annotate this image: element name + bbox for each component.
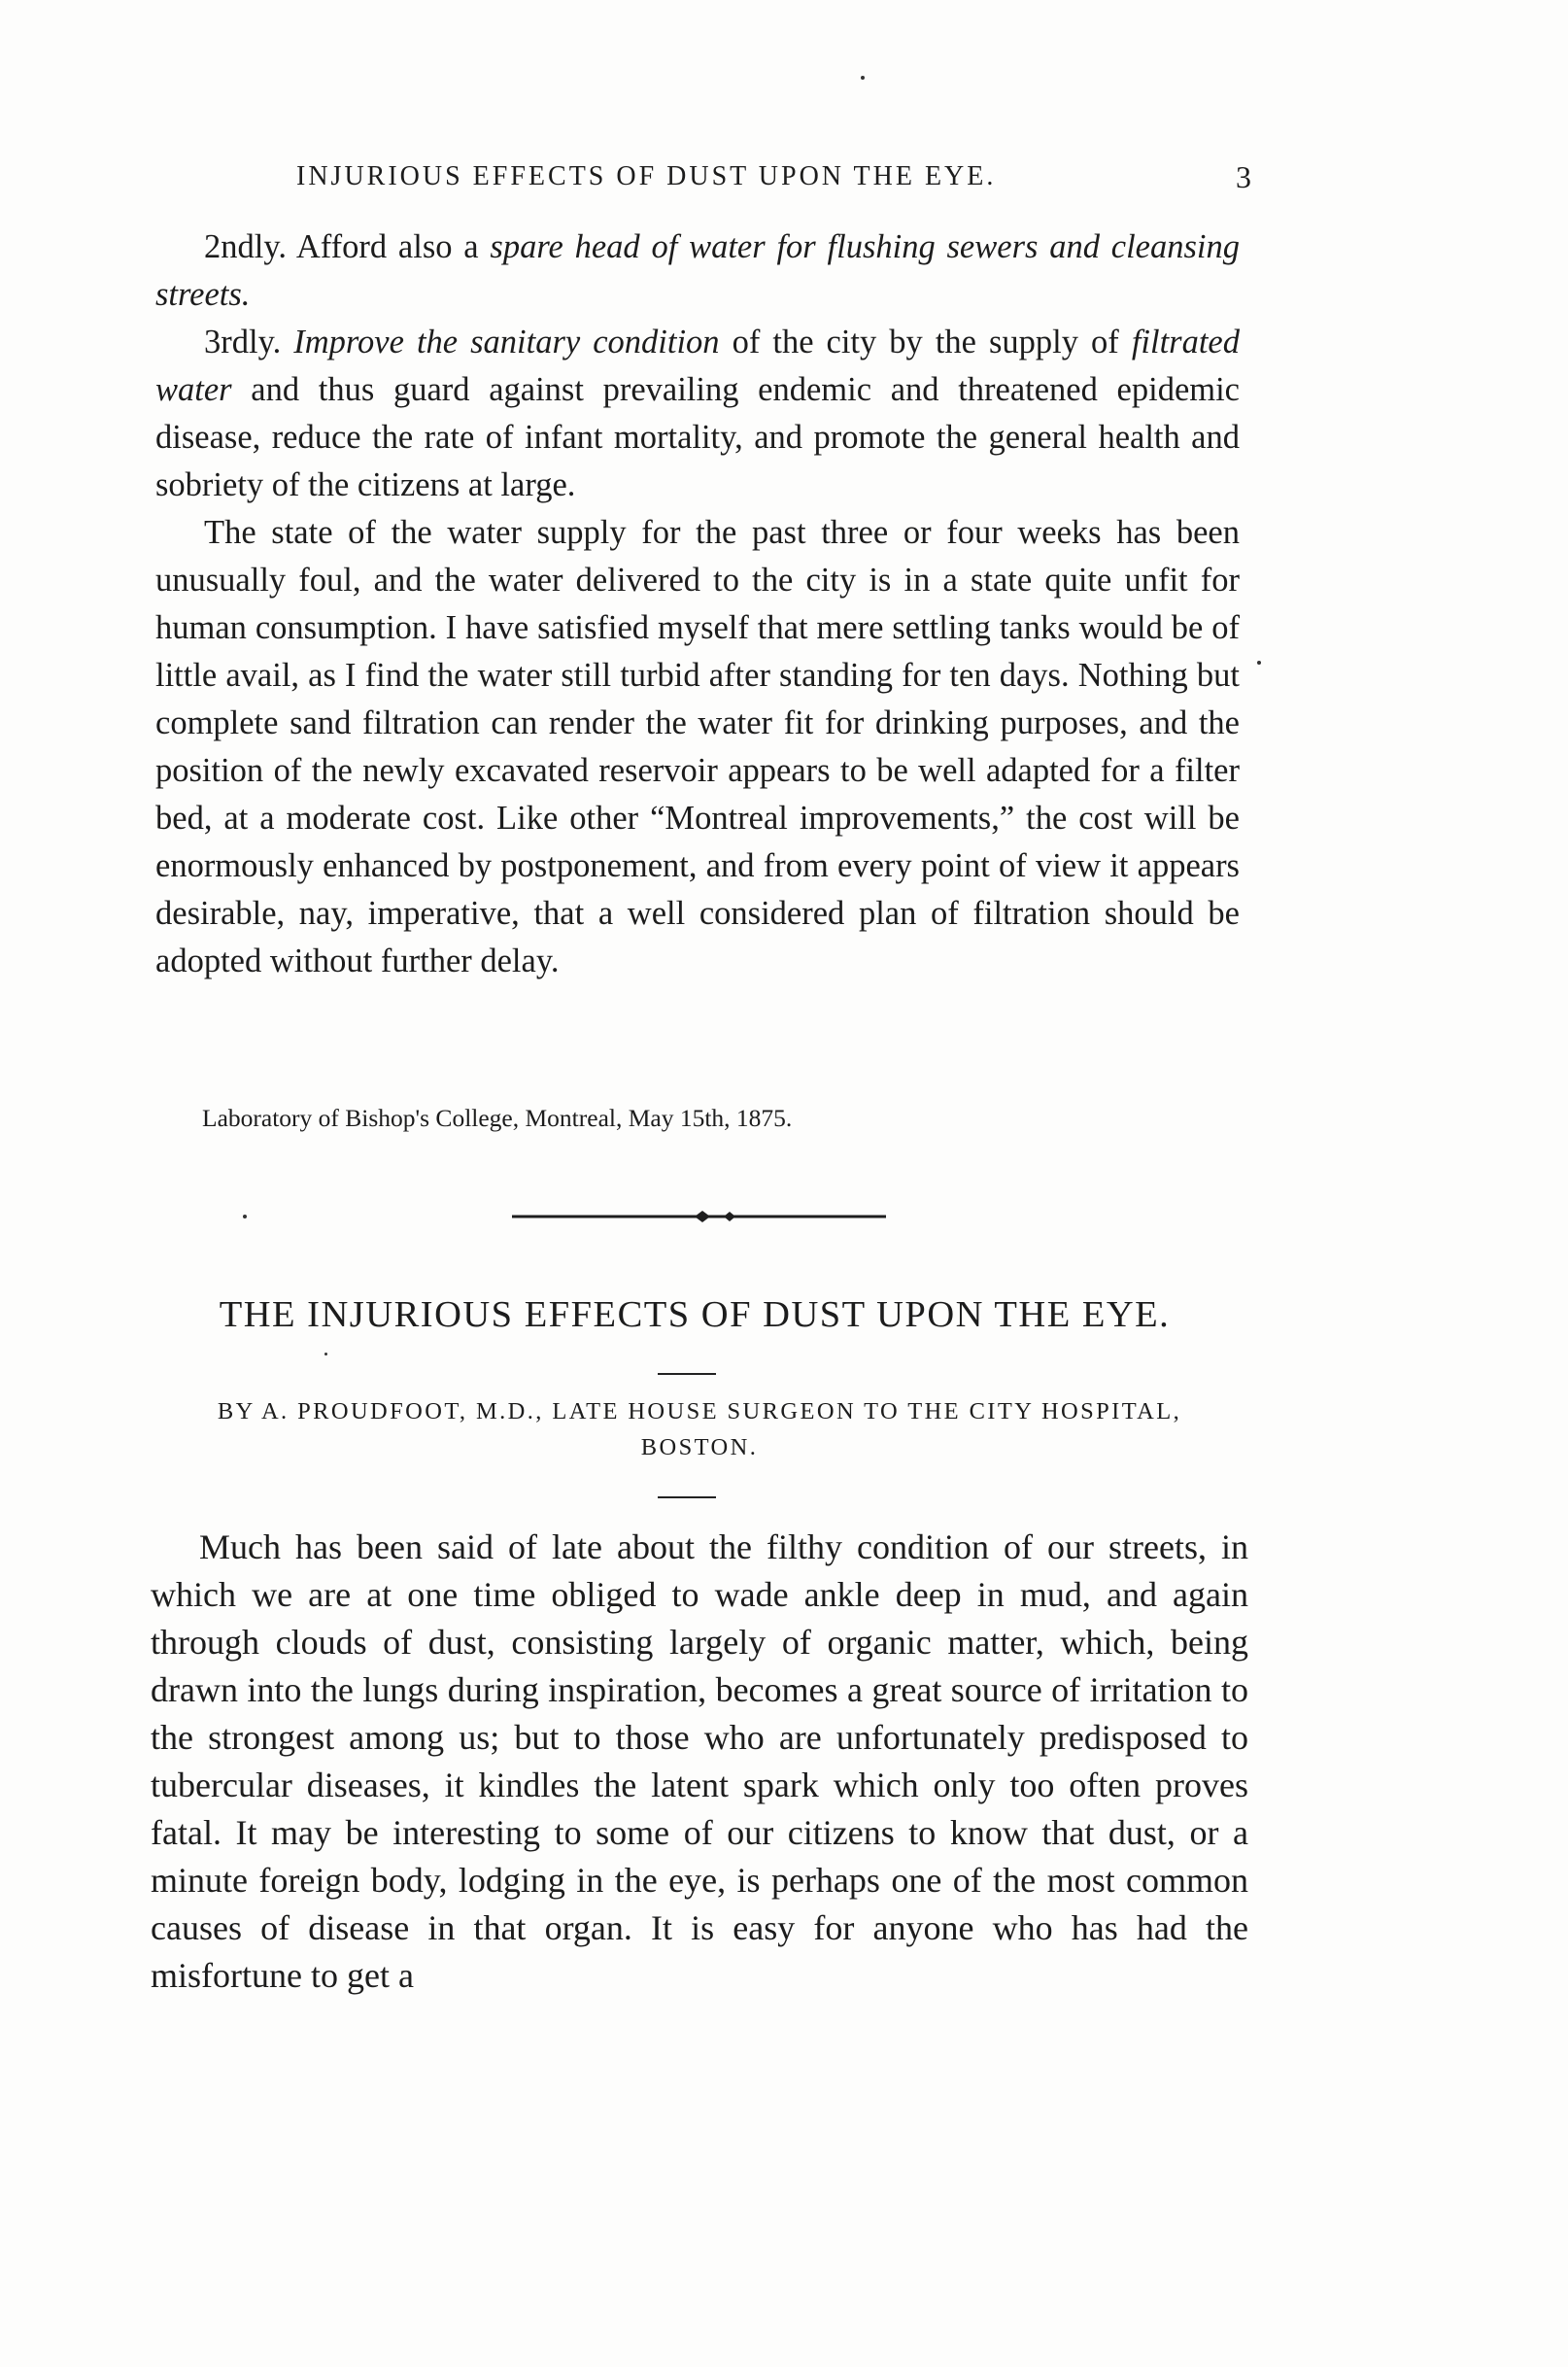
byline-rule [658,1496,716,1498]
article-paragraph: Much has been said of late about the filthy condition of our streets, in which we are at one time obliged to wade ankle deep in mud, and again through clouds of dust, consisting largely of organic matter, which, being drawn into the lungs during inspiration, becomes a great source of irritation to the strongest among us; but to those who are unfortunately predisposed to tubercular diseases, it kindles the latent spark which only too often proves fatal. It may be interesting to some of our citizens to know that dust, or a minute foreign body, lodging in the eye, is perhaps one of the most common causes of disease in that organ. It is easy for anyone who has had the misfortune to get a [151,1527,1248,1995]
running-head [296,157,1268,196]
text-run: The state of the water supply for the past three or four weeks has been unusually foul, and the water delivered to the city is in a state quite unfit for human consumption. I have satisfied myself that mere settling tanks would be of little avail, as I find the water still turbid after standing for ten days. Nothing but complete sand filtration can render the water fit for drinking purposes, and the position of the newly excavated reservoir appears to be well adapted for a filter bed, at a moderate cost. Like other “Montreal improvements,” the cost will be enormously enhanced by postponement, and from every point of view it appears desirable, nay, imperative, that a well considered plan of filtration should be adopted without further delay. [155,514,1240,979]
upper-section-text [155,223,1240,985]
print-speck [861,76,865,80]
paragraph-p3rdly [155,319,1240,509]
title-rule [658,1373,716,1375]
italic-run: Improve the sanitary condition [293,324,720,360]
paragraph-p2ndly [155,223,1240,319]
text-run: 3rdly. [204,324,294,360]
italic-run: filtrated water [155,324,1240,408]
paragraph-pstate [155,509,1240,985]
running-head-title: INJURIOUS EFFECTS OF DUST UPON THE EYE. [296,161,997,191]
signoff-line: Laboratory of Bishop's College, Montreal, May 15th, 1875. [202,1104,793,1132]
text-run: 2ndly. Afford also a [204,228,491,265]
print-speck [1257,661,1261,665]
page-number: 3 [1236,159,1254,194]
print-speck [243,1215,247,1218]
text-run: of the city by the supply of [719,324,1132,360]
print-speck [324,1353,327,1355]
article-body [151,1524,1248,2000]
italic-run: spare head of water for flushing sewers and cleansing streets. [155,228,1240,313]
text-run: and thus guard against prevailing endemic and threatened epidemic disease, reduce the rate of infant mortality, and promote the general health and sobriety of the citizens at large. [155,371,1240,503]
article-title: THE INJURIOUS EFFECTS OF DUST UPON THE EYE. [219,1294,1171,1335]
section-divider-ornament [512,1210,886,1223]
byline: BY A. PROUDFOOT, M.D., LATE HOUSE SURGEON TO THE CITY HOSPITAL, BOSTON. [217,1398,1182,1460]
